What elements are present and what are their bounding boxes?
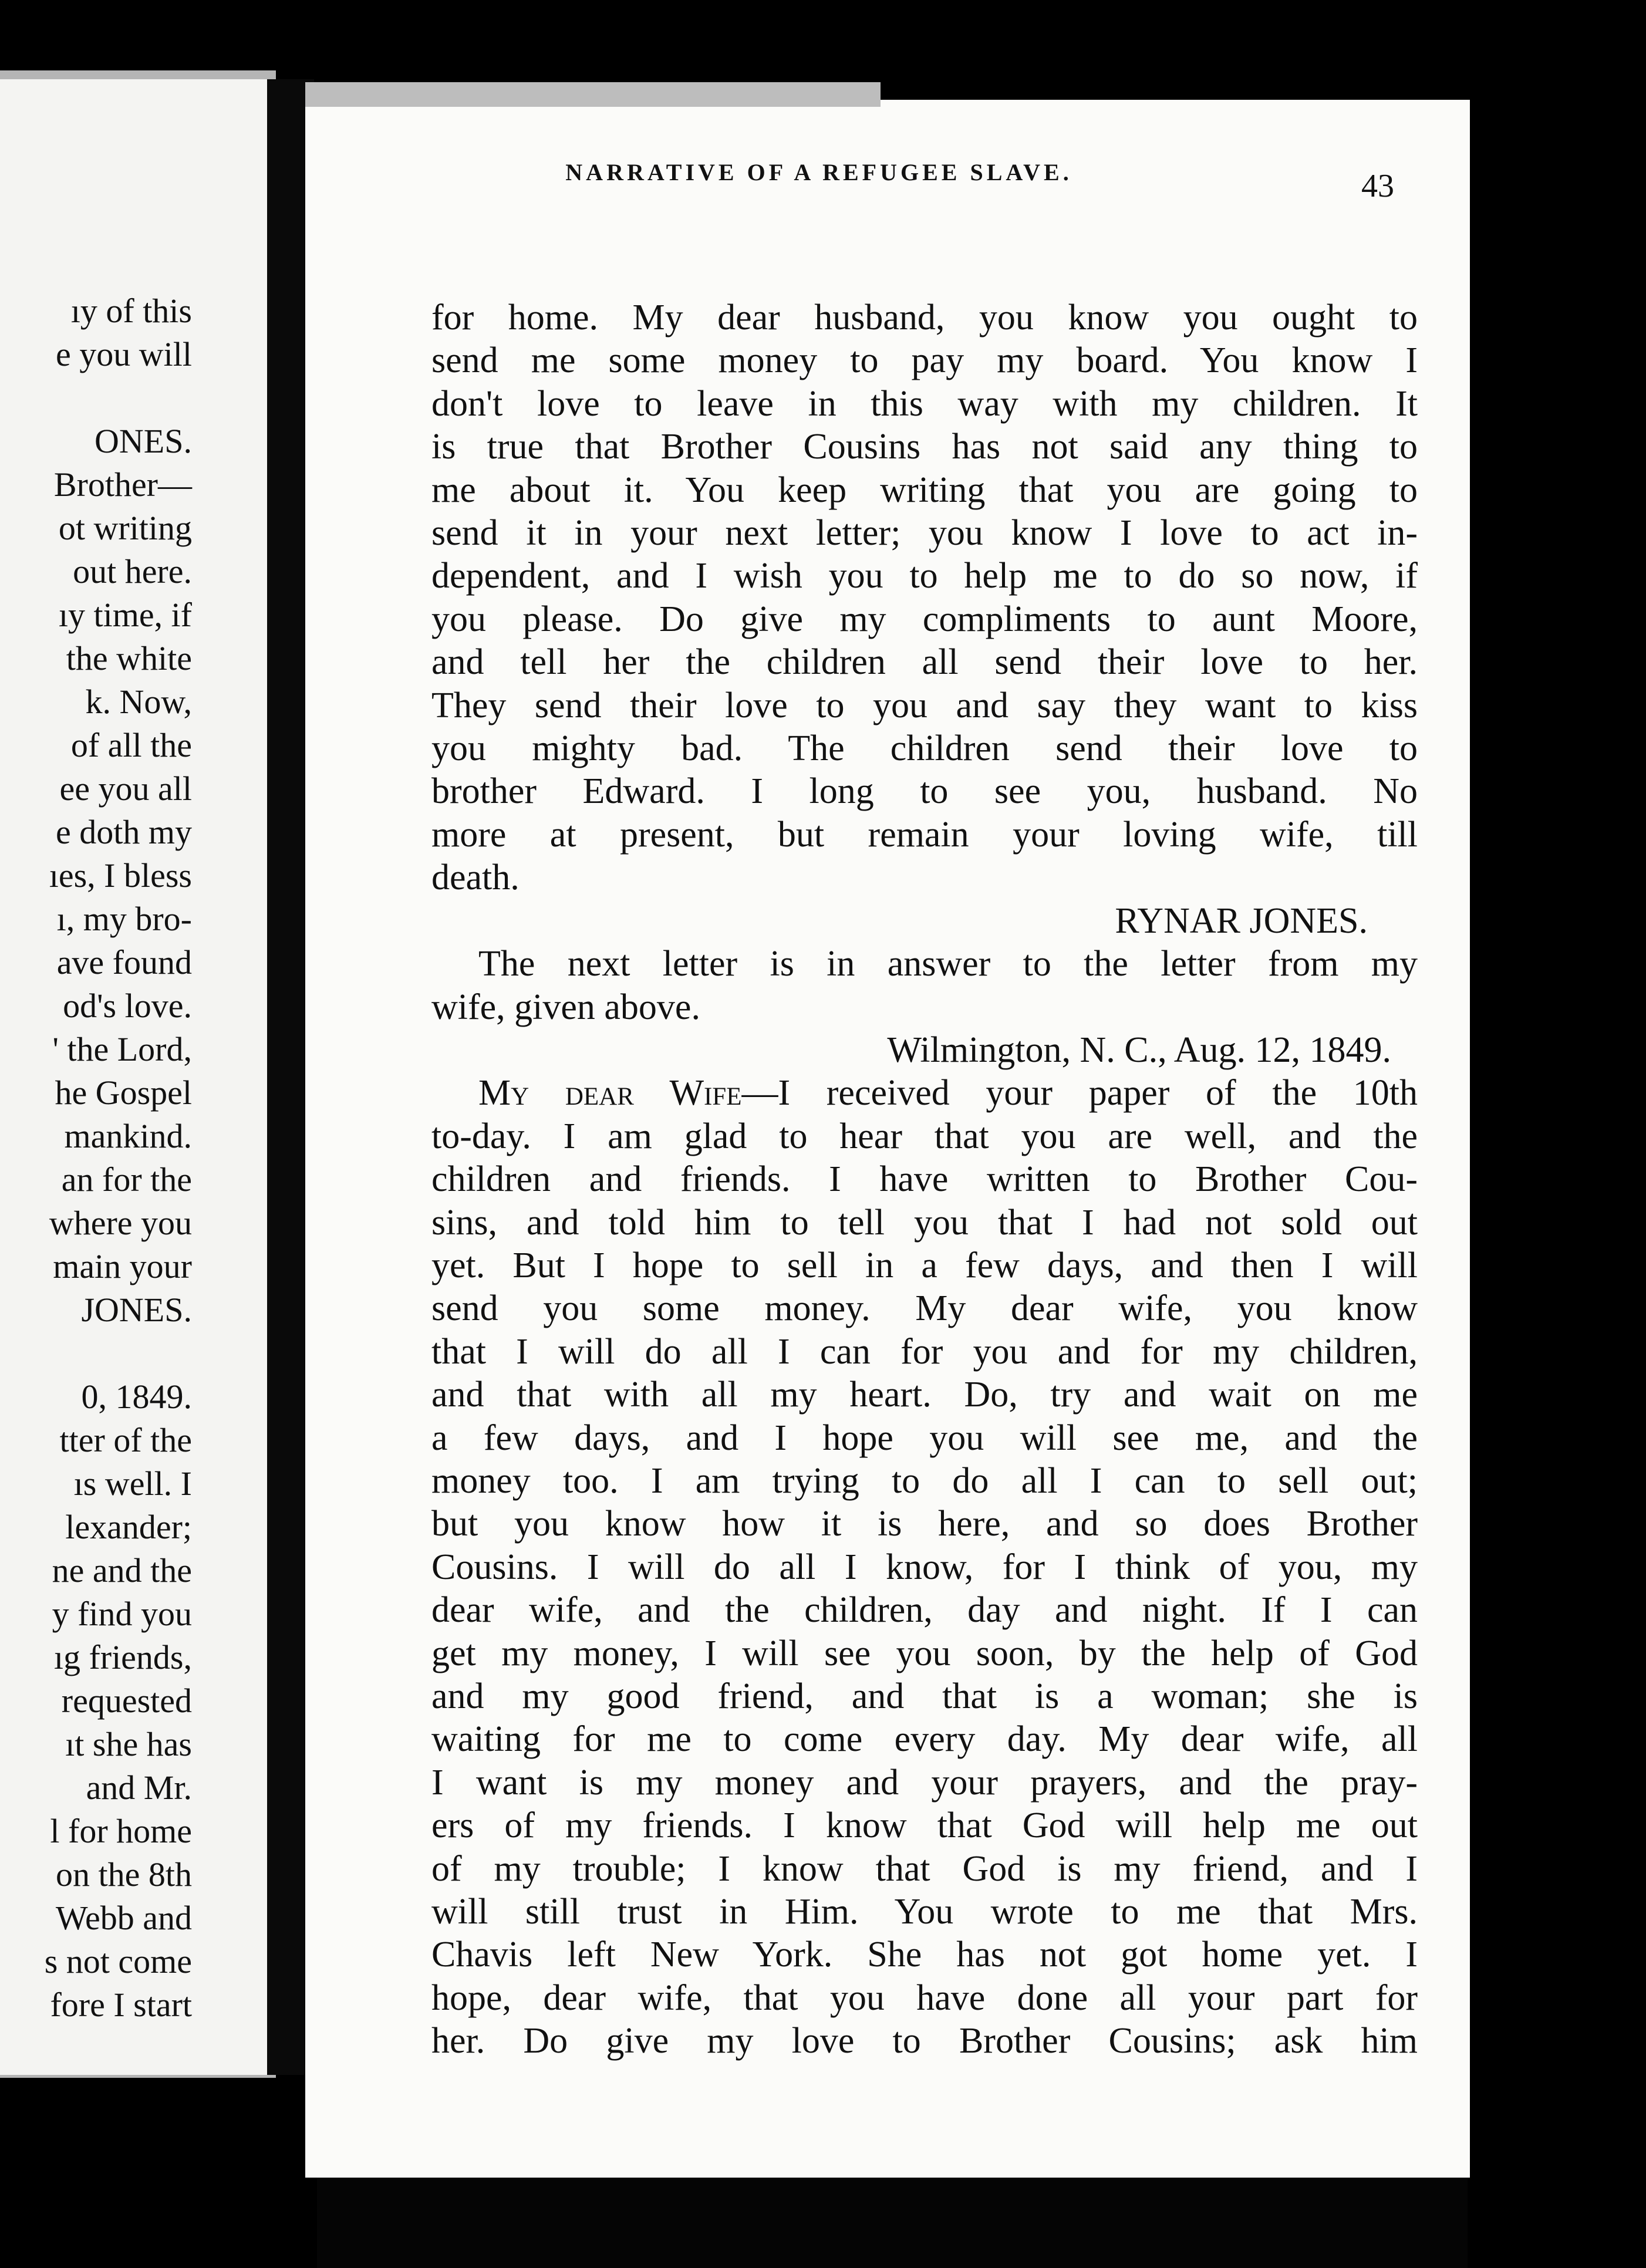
salutation-rest: —I received your paper of the 10th <box>741 1073 1418 1113</box>
text-line: sins, and told him to tell you that I had not sold out <box>431 1202 1418 1243</box>
left-line: ı, my bro- <box>56 900 192 938</box>
letter-2 <box>431 1029 1418 2063</box>
text-line: me about it. You keep writing that you are going to <box>431 470 1418 510</box>
left-line: l for home <box>50 1812 192 1850</box>
text-line: but you know how it is here, and so does Brother <box>431 1504 1418 1544</box>
text-line: to-day. I am glad to hear that you are well, and the <box>431 1116 1418 1156</box>
left-line: ıy of this <box>70 292 192 330</box>
page-number: 43 <box>1361 168 1394 204</box>
left-line: ot writing <box>58 509 192 547</box>
text-line: ers of my friends. I know that God will help me out <box>431 1805 1418 1846</box>
text-line: I want is my money and your prayers, and the pray- <box>431 1762 1418 1803</box>
text-line: The next letter is in answer to the letter from my <box>478 944 1418 984</box>
text-line: Chavis left New York. She has not got home yet. I <box>431 1935 1418 1975</box>
left-line: out here. <box>73 552 192 590</box>
left-line: and Mr. <box>86 1769 192 1807</box>
left-line: k. Now, <box>85 683 192 721</box>
page-header <box>373 135 1394 204</box>
text-line: and tell her the children all send their love to her. <box>431 642 1418 683</box>
left-line: an for the <box>61 1160 192 1199</box>
left-line: 0, 1849. <box>81 1378 192 1416</box>
left-line: the white <box>66 639 192 677</box>
text-line: hope, dear wife, that you have done all your part for <box>431 1977 1418 2018</box>
left-line: Brother— <box>53 465 192 504</box>
left-line: Webb and <box>55 1899 192 1937</box>
left-line: s not come <box>44 1942 192 1980</box>
left-line: ne and the <box>52 1551 192 1589</box>
text-line: you mighty bad. The children send their love to <box>431 728 1418 769</box>
left-line: ıg friends, <box>53 1638 192 1676</box>
left-page <box>0 79 267 2075</box>
left-line: ave found <box>56 943 192 981</box>
left-line: where you <box>49 1204 192 1242</box>
text-line: you please. Do give my compliments to aunt Moore, <box>431 599 1418 639</box>
transition-paragraph <box>431 943 1418 1029</box>
text-line: Cousins. I will do all I know, for I think of you, my <box>431 1547 1418 1587</box>
text-line: is true that Brother Cousins has not said any thing to <box>431 427 1418 467</box>
left-line: ONES. <box>95 422 192 460</box>
text-line: of my trouble; I know that God is my friend, and I <box>431 1848 1418 1889</box>
left-line: JONES. <box>81 1291 192 1329</box>
left-line: he Gospel <box>55 1074 192 1112</box>
page-body <box>431 296 1418 2063</box>
letter-1 <box>431 296 1418 943</box>
left-line: main your <box>53 1247 192 1285</box>
text-line: yet. But I hope to sell in a few days, and then I will <box>431 1245 1418 1285</box>
text-line: that I will do all I can for you and for my children, <box>431 1331 1418 1372</box>
running-head: NARRATIVE OF A REFUGEE SLAVE. <box>565 159 1072 185</box>
left-line: od's love. <box>63 987 192 1025</box>
text-line: waiting for me to come every day. My dear wife, all <box>431 1719 1418 1760</box>
text-line: brother Edward. I long to see you, husband. No <box>431 771 1418 812</box>
text-line: They send their love to you and say they want to kiss <box>431 685 1418 725</box>
left-line: lexander; <box>65 1508 192 1546</box>
text-line: wife, given above. <box>431 987 700 1027</box>
scan-background <box>317 2178 1468 2268</box>
text-line: send it in your next letter; you know I love to act in- <box>431 513 1418 554</box>
text-line: don't love to leave in this way with my children. It <box>431 383 1418 424</box>
text-line: death. <box>431 858 520 898</box>
salutation: My dear Wife <box>478 1073 742 1113</box>
left-line: y find you <box>52 1595 192 1633</box>
left-line: ıes, I bless <box>49 856 192 895</box>
text-line: a few days, and I hope you will see me, and the <box>431 1418 1418 1458</box>
text-line: send you some money. My dear wife, you know <box>431 1288 1418 1329</box>
left-line: fore I start <box>50 1986 192 2024</box>
page-top-edge <box>305 82 881 107</box>
salutation-line <box>431 1072 1418 1115</box>
text-line: money too. I am trying to do all I can to sell out; <box>431 1460 1418 1501</box>
left-line: tter of the <box>59 1421 192 1459</box>
left-line: requested <box>61 1682 192 1720</box>
left-line: ıy time, if <box>58 596 192 634</box>
dateline: Wilmington, N. C., Aug. 12, 1849. <box>887 1030 1391 1070</box>
text-line: send me some money to pay my board. You know I <box>431 340 1418 381</box>
text-line: more at present, but remain your loving wife, till <box>431 814 1418 855</box>
left-line: of all the <box>70 726 192 764</box>
text-line: get my money, I will see you soon, by the help of God <box>431 1633 1418 1673</box>
text-line: her. Do give my love to Brother Cousins; ask him <box>431 2021 1418 2061</box>
text-line: and that with all my heart. Do, try and wait on me <box>431 1375 1418 1415</box>
signature: RYNAR JONES. <box>1115 900 1368 941</box>
text-line: for home. My dear husband, you know you ought to <box>431 298 1418 338</box>
text-line: and my good friend, and that is a woman; she is <box>431 1676 1418 1716</box>
left-line: ıt she has <box>65 1725 192 1763</box>
left-line: ee you all <box>59 770 192 808</box>
left-line: ' the Lord, <box>52 1030 192 1068</box>
left-line: ıs well. I <box>73 1464 192 1503</box>
left-line: e doth my <box>56 813 192 851</box>
left-line: on the 8th <box>56 1855 192 1894</box>
text-line: dear wife, and the children, day and night. If I can <box>431 1590 1418 1631</box>
left-line: mankind. <box>64 1117 192 1155</box>
left-line: e you will <box>56 335 192 373</box>
text-line: children and friends. I have written to Brother Cou- <box>431 1159 1418 1200</box>
text-line: will still trust in Him. You wrote to me that Mrs. <box>431 1892 1418 1932</box>
left-page-text <box>45 289 192 2027</box>
text-line: dependent, and I wish you to help me to do so now, if <box>431 556 1418 596</box>
